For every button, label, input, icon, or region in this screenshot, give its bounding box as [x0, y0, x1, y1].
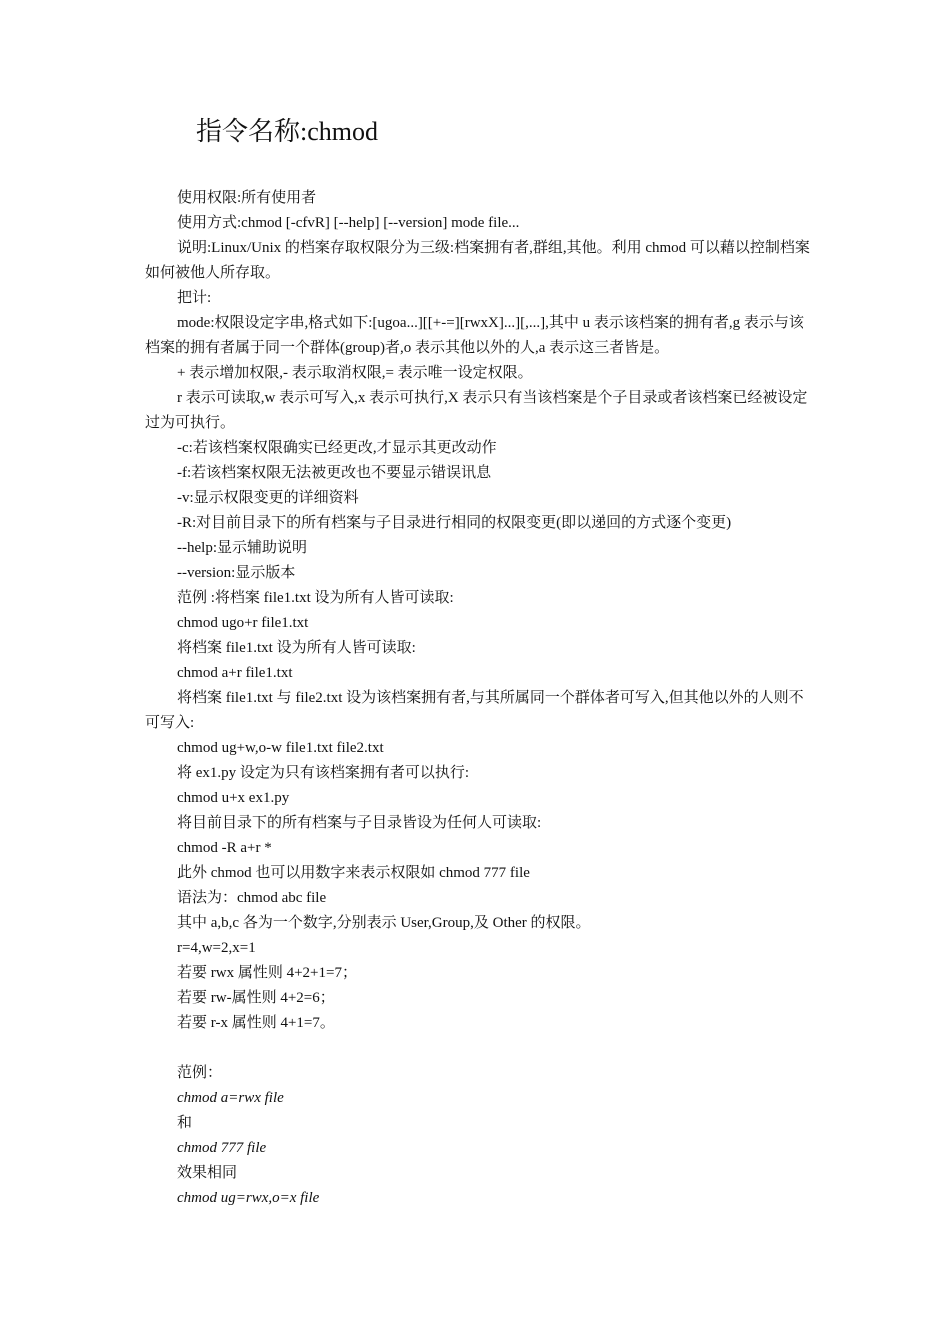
option-c: -c:若该档案权限确实已经更改,才显示其更改动作 — [177, 440, 497, 456]
final-example-cmd-3: chmod ug=rwx,o=x file — [177, 1190, 320, 1206]
example-2-cmd: chmod a+r file1.txt — [177, 665, 293, 681]
example-5-cmd: chmod -R a+r * — [177, 840, 272, 856]
document-title: 指令名称:chmod — [196, 117, 378, 146]
abc-explanation: 其中 a,b,c 各为一个数字,分别表示 User,Group,及 Other 的权限。 — [177, 915, 591, 931]
section-spacer — [145, 1036, 811, 1061]
example-1-desc: 范例 :将档案 file1.txt 设为所有人皆可读取: — [177, 590, 454, 606]
option-r: -R:对目前目录下的所有档案与子目录进行相同的权限变更(即以递回的方式逐个变更) — [177, 515, 732, 531]
rw-sum: 若要 rw-属性则 4+2=6； — [177, 990, 335, 1006]
final-example-heading: 范例： — [177, 1065, 223, 1081]
example-4-cmd: chmod u+x ex1.py — [177, 790, 290, 806]
numeric-intro: 此外 chmod 也可以用数字来表示权限如 chmod 777 file — [177, 865, 530, 881]
permission-line: 使用权限:所有使用者 — [177, 190, 317, 206]
example-5-desc: 将目前目录下的所有档案与子目录皆设为任何人可读取: — [177, 815, 542, 831]
rwx-sum: 若要 rwx 属性则 4+2+1=7； — [177, 965, 357, 981]
option-version: --version:显示版本 — [177, 565, 296, 581]
example-4-desc: 将 ex1.py 设定为只有该档案拥有者可以执行: — [177, 765, 470, 781]
option-help: --help:显示辅助说明 — [177, 540, 307, 556]
operators-line: + 表示增加权限,- 表示取消权限,= 表示唯一设定权限。 — [177, 365, 533, 381]
rwx-values: r=4,w=2,x=1 — [177, 940, 256, 956]
final-example-cmd-1: chmod a=rwx file — [177, 1090, 284, 1106]
option-v: -v:显示权限变更的详细资料 — [177, 490, 359, 506]
params-heading: 把计: — [177, 290, 212, 306]
example-3-cmd: chmod ug+w,o-w file1.txt file2.txt — [177, 740, 384, 756]
option-f: -f:若该档案权限无法被更改也不要显示错误讯息 — [177, 465, 492, 481]
document-body — [145, 186, 811, 1211]
syntax-line: 语法为：chmod abc file — [177, 890, 327, 906]
final-example-and: 和 — [177, 1115, 193, 1131]
example-3-desc: 将档案 file1.txt 与 file2.txt 设为该档案拥有者,与其所属同一个群体者可写入,但其他以外的人则不可写入: — [145, 690, 804, 731]
example-2-desc: 将档案 file1.txt 设为所有人皆可读取: — [177, 640, 416, 656]
rx-sum: 若要 r-x 属性则 4+1=7。 — [177, 1015, 335, 1031]
final-example-same: 效果相同 — [177, 1165, 238, 1181]
rwx-paragraph: r 表示可读取,w 表示可写入,x 表示可执行,X 表示只有当该档案是个子目录或者该档案已经被设定过为可执行。 — [145, 390, 808, 431]
example-1-cmd: chmod ugo+r file1.txt — [177, 615, 309, 631]
usage-line: 使用方式:chmod [-cfvR] [--help] [--version] mode file... — [177, 215, 520, 231]
description-paragraph: 说明:Linux/Unix 的档案存取权限分为三级:档案拥有者,群组,其他。利用 chmod 可以藉以控制档案如何被他人所存取。 — [145, 240, 810, 281]
final-example-cmd-2: chmod 777 file — [177, 1140, 267, 1156]
mode-paragraph: mode:权限设定字串,格式如下:[ugoa...][[+-=][rwxX]...][,...],其中 u 表示该档案的拥有者,g 表示与该档案的拥有者属于同一个群体(group)者,o 表示其他以外的人,a 表示这三者皆是。 — [145, 315, 804, 356]
